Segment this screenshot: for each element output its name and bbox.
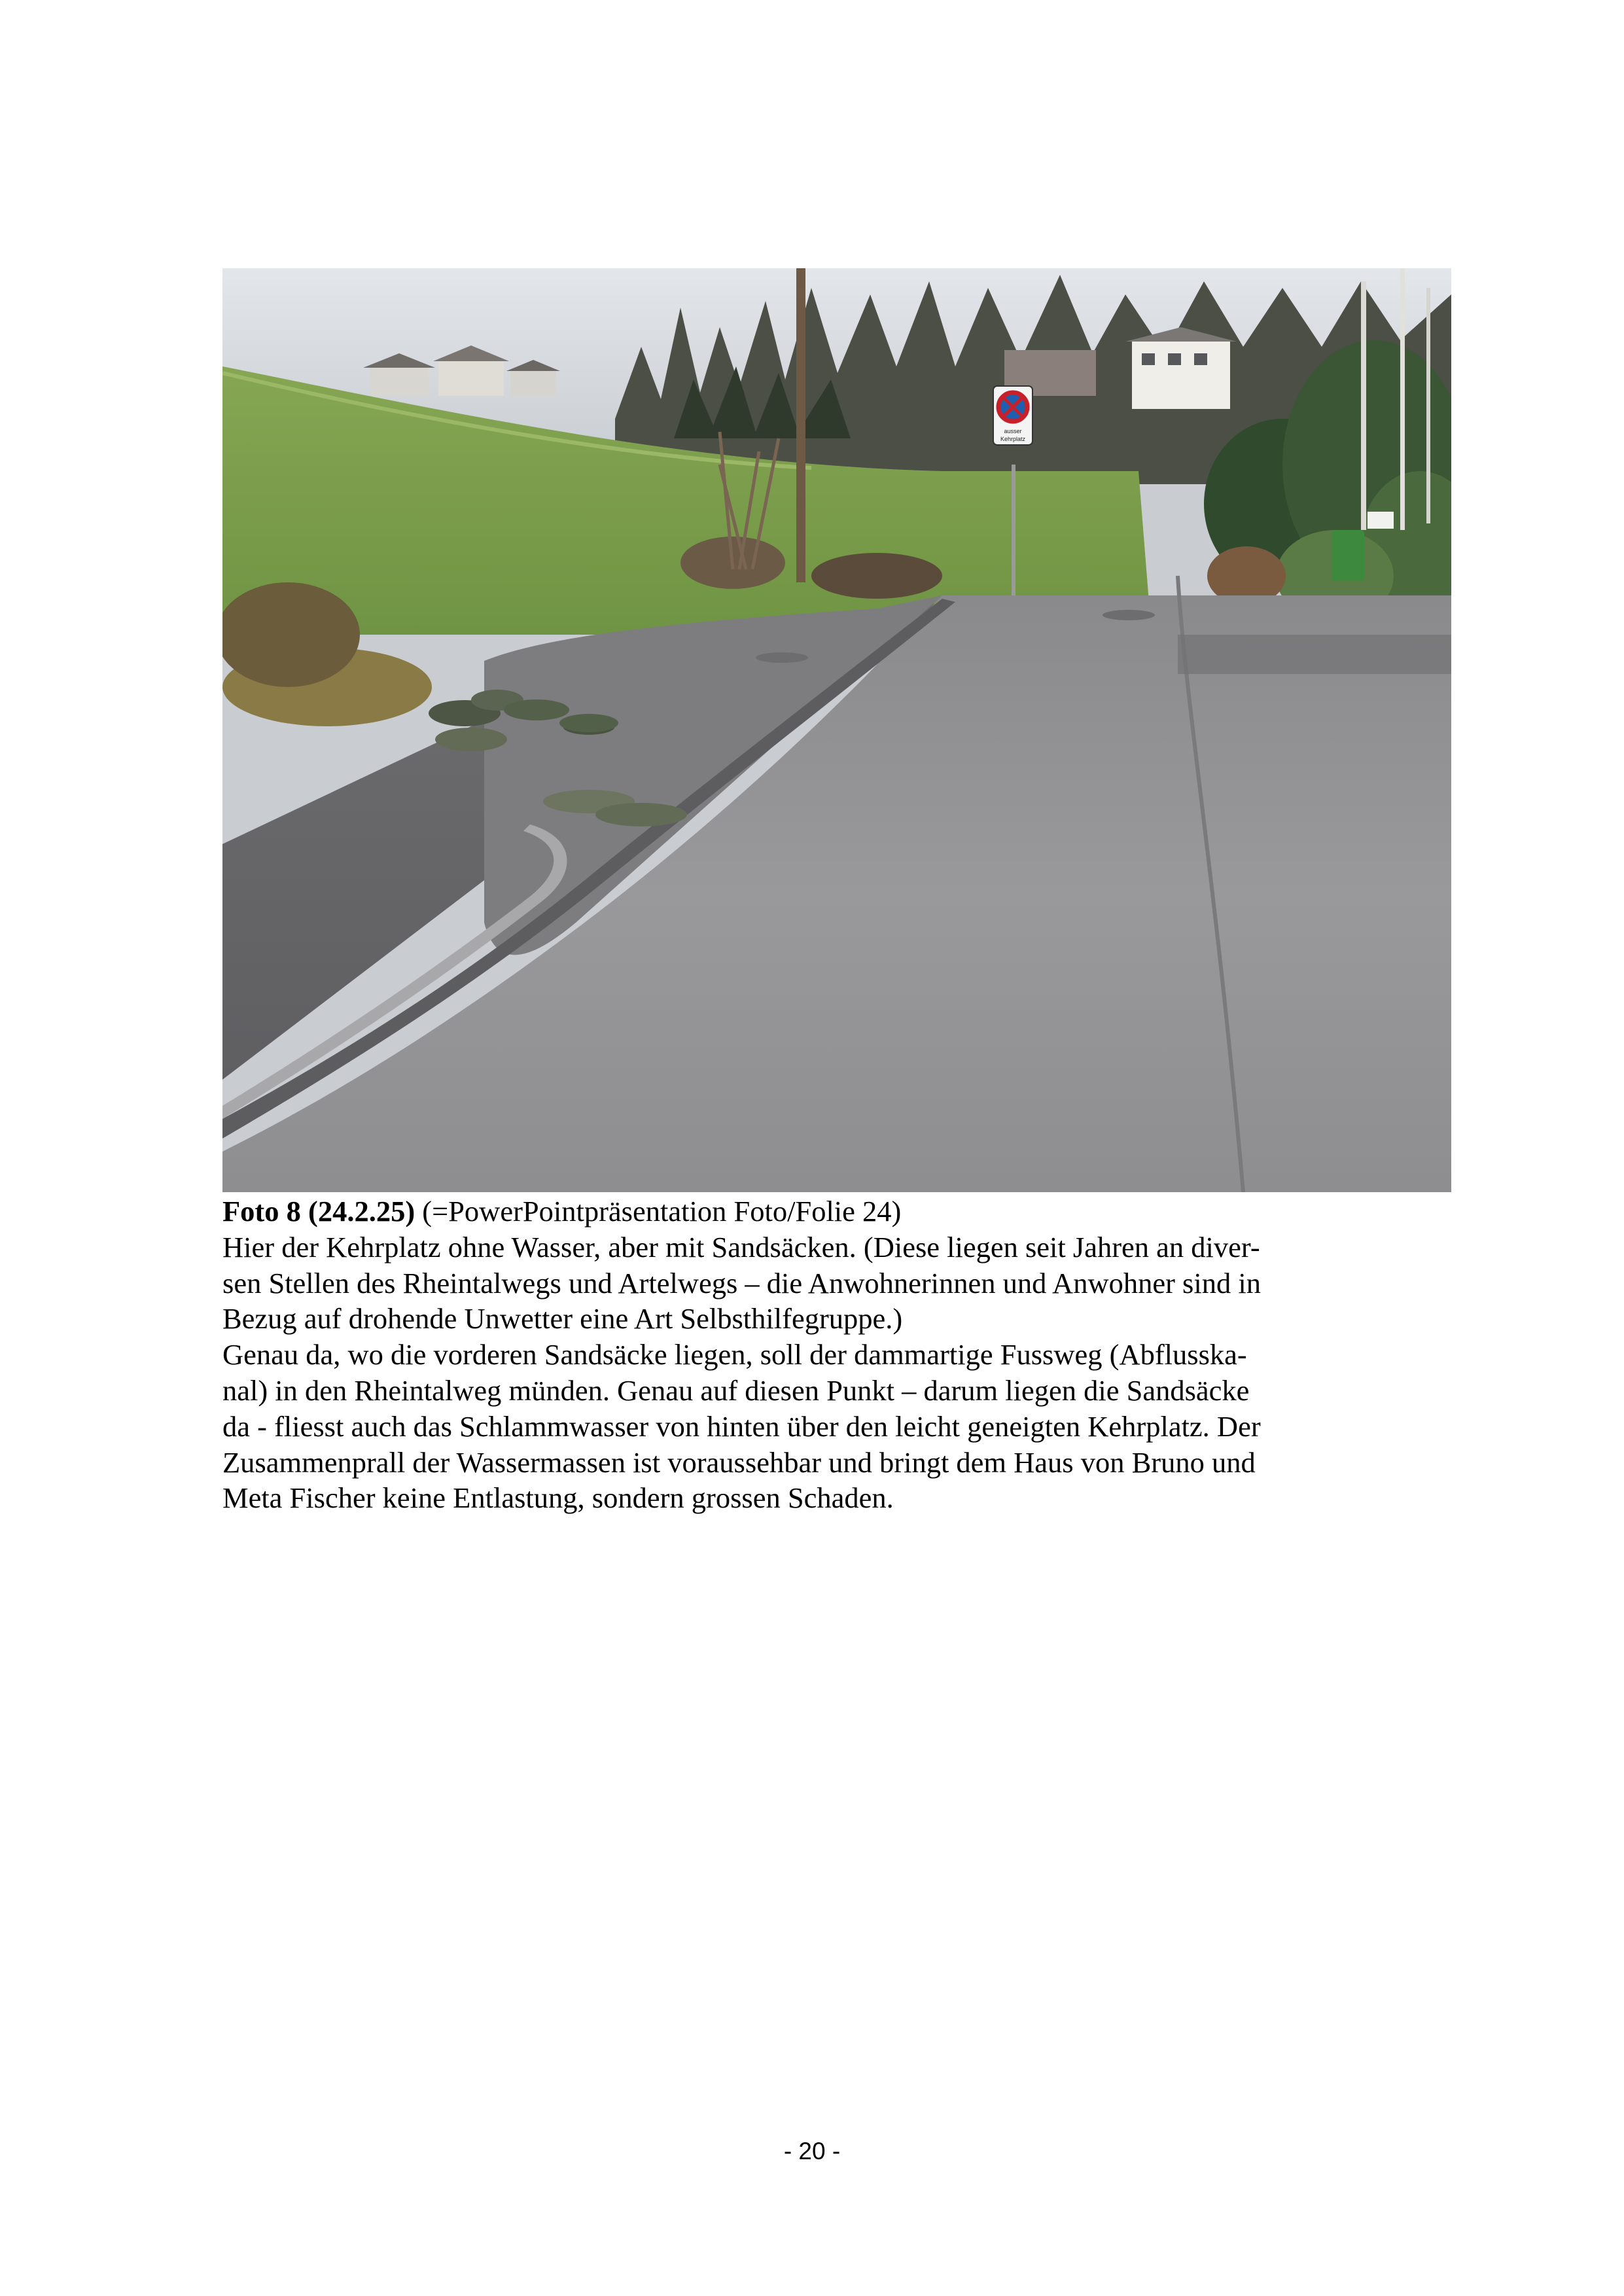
caption-line-8: Meta Fischer keine Entlastung, sondern grossen Schaden. xyxy=(222,1481,894,1515)
caption-line-2: sen Stellen des Rheintalwegs und Artelwegs – die Anwohnerinnen und Anwohner sind in xyxy=(222,1266,1261,1299)
road-photo xyxy=(222,268,1451,1192)
sign-text-2: Kehrplatz xyxy=(1000,436,1026,442)
road-patch xyxy=(1178,635,1451,674)
caption-line-3: Bezug auf drohende Unwetter eine Art Selbsthilfegruppe.) xyxy=(222,1302,903,1335)
photo-caption xyxy=(222,1193,1387,1516)
caption-title-line xyxy=(222,1193,1387,1229)
caption-line-4: Genau da, wo die vorderen Sandsäcke liegen, soll der dammartige Fussweg (Abflusska- xyxy=(222,1338,1247,1371)
caption-title-rest: (=PowerPointpräsentation Foto/Folie 24) xyxy=(415,1195,902,1227)
caption-line-6: da - fliesst auch das Schlammwasser von hinten über den leicht geneigten Kehrplatz. Der xyxy=(222,1409,1261,1443)
green-bin xyxy=(1332,530,1364,581)
road-photo-illustration xyxy=(222,268,1451,1192)
caption-line-7: Zusammenprall der Wassermassen ist voraussehbar und bringt dem Haus von Bruno und xyxy=(222,1445,1256,1479)
utility-pole xyxy=(796,268,805,582)
caption-title-bold: Foto 8 (24.2.25) xyxy=(222,1195,415,1227)
sign-text-1: ausser xyxy=(1004,428,1022,434)
page-number: - 20 - xyxy=(783,2138,841,2164)
caption-line-5: nal) in den Rheintalweg münden. Genau auf diesen Punkt – darum liegen die Sandsäcke xyxy=(222,1373,1250,1407)
caption-line-1: Hier der Kehrplatz ohne Wasser, aber mit Sandsäcken. (Diese liegen seit Jahren an diver- xyxy=(222,1230,1260,1263)
